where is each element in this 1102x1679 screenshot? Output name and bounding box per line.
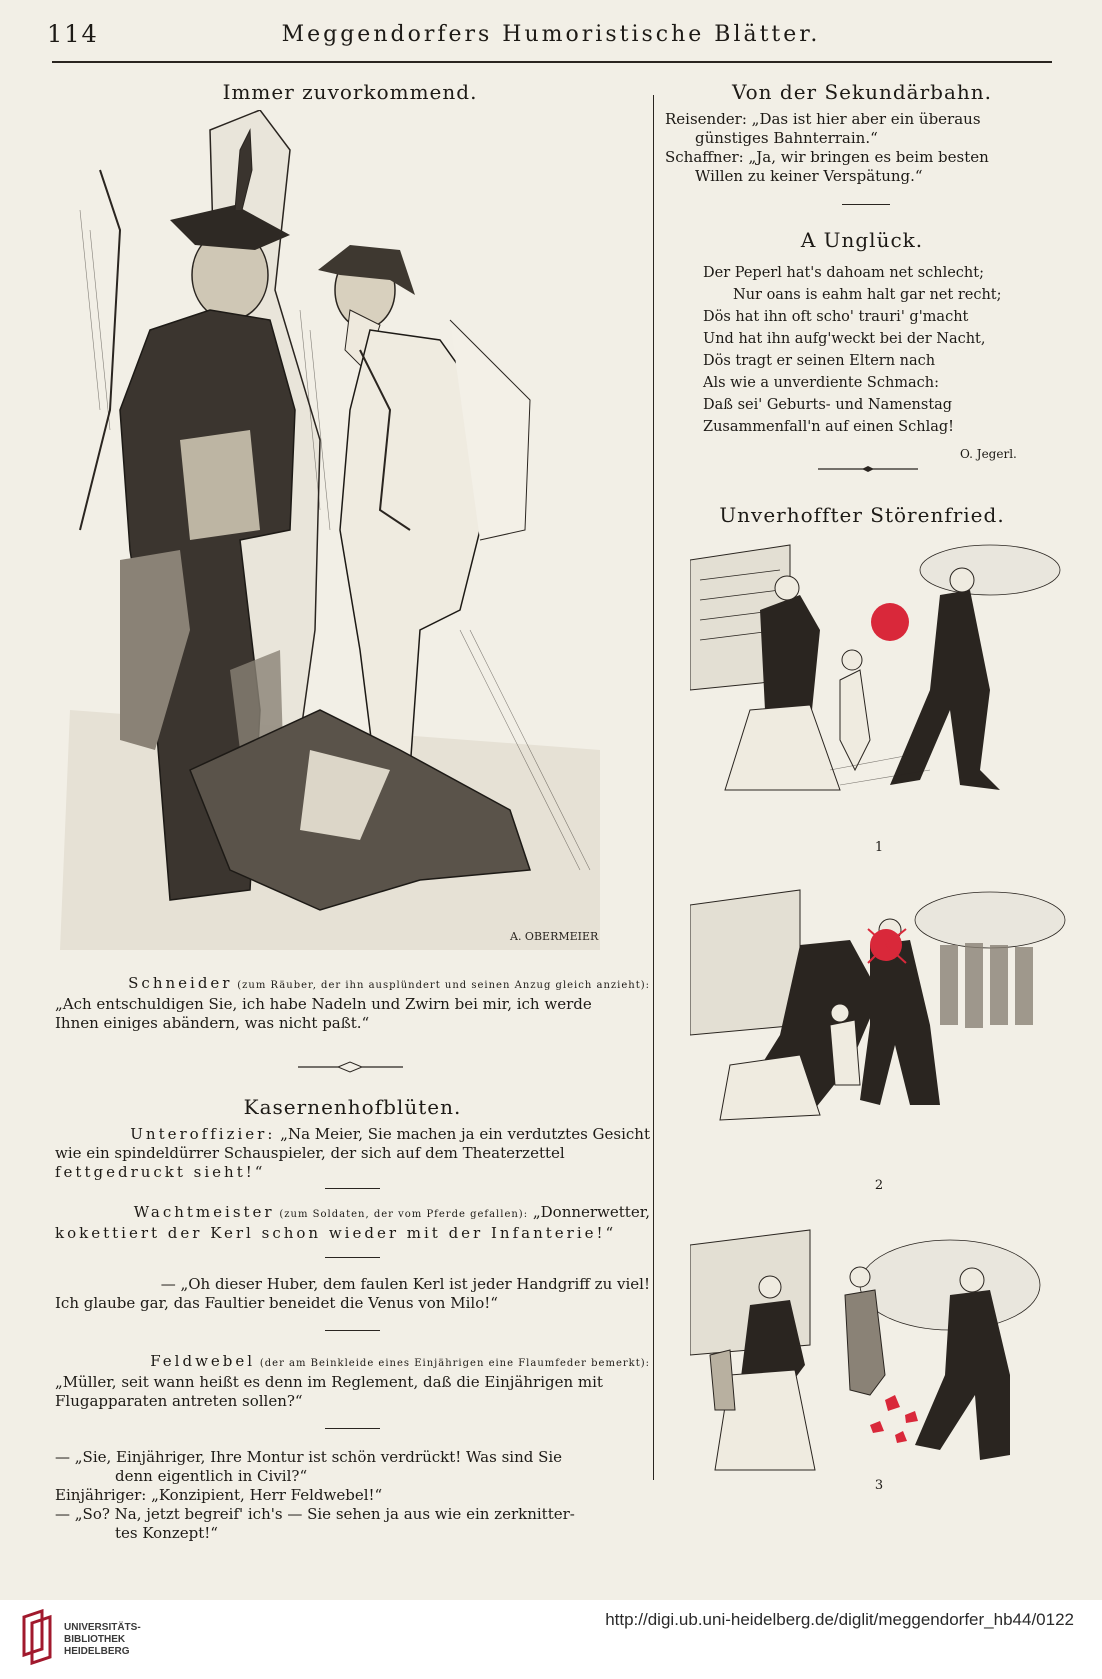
kasernen-title: Kasernenhofblüten.: [243, 1095, 462, 1119]
speaker-feldwebel: Feldwebel: [150, 1352, 256, 1370]
poem-line: Der Peperl hat's dahoam net schlecht;: [703, 265, 984, 281]
block-line: tes Konzept!“: [115, 1524, 218, 1542]
block-line: Ich glaube gar, das Faultier beneidet die Venus von Milo!“: [55, 1294, 498, 1312]
kasernen-block-1: [55, 1125, 650, 1182]
separator: [325, 1428, 380, 1429]
ornament-divider: [818, 465, 918, 473]
block-line: — „So? Na, jetzt begreif' ich's — Sie sehen ja aus wie ein zerknitter-: [55, 1505, 575, 1523]
sekundaer-dialog: [665, 110, 1065, 186]
caption-line: Ihnen einiges abändern, was nicht paßt.“: [55, 1014, 370, 1032]
dialog-line: günstiges Bahnterrain.“: [695, 129, 878, 147]
library-name: [64, 1622, 141, 1658]
separator: [325, 1257, 380, 1258]
block-line: wie ein spindeldürrer Schauspieler, der sich auf dem Theaterzettel: [55, 1144, 565, 1162]
panel-number: 2: [874, 1178, 884, 1193]
separator: [842, 204, 890, 205]
source-url-link[interactable]: http://digi.ub.uni-heidelberg.de/diglit/meggendorfer_hb44/0122: [605, 1610, 1074, 1629]
poem-line: Nur oans is eahm halt gar net recht;: [733, 287, 1002, 303]
stoerenfried-title: Unverhoffter Störenfried.: [719, 503, 1005, 527]
block-line: fettgedruckt sieht!“: [55, 1163, 266, 1181]
cartoon-title: Immer zuvorkommend.: [222, 80, 478, 104]
block-line: kokettiert der Kerl schon wieder mit der Infanterie!“: [55, 1224, 617, 1242]
block-line: „Donnerwetter,: [532, 1203, 650, 1221]
kasernen-block-4: [55, 1352, 650, 1411]
panel-number: 3: [874, 1478, 884, 1493]
artist-signature: A. OBERMEIER: [510, 930, 599, 943]
comic-panel-1: [690, 540, 1070, 800]
caption-speaker: Schneider: [128, 974, 233, 992]
dialog-line: Schaffner: „Ja, wir bringen es beim besten: [665, 148, 989, 166]
library-line: BIBLIOTHEK: [64, 1634, 126, 1645]
dialog-line: Reisender: „Das ist hier aber ein überaus: [665, 110, 981, 128]
column-divider: [653, 95, 654, 1480]
library-line: HEIDELBERG: [64, 1646, 130, 1657]
comic-panel-2: [690, 885, 1070, 1130]
kasernen-block-5: [55, 1448, 650, 1543]
ornament-divider: [298, 1061, 403, 1073]
page-number: 114: [47, 20, 99, 48]
caption-stage: (zum Räuber, der ihn ausplündert und seinen Anzug gleich anzieht):: [237, 980, 650, 991]
block-stage: (der am Beinkleide eines Einjährigen eine Flaumfeder bemerkt):: [259, 1358, 650, 1369]
magazine-title: Meggendorfers Humoristische Blätter.: [281, 22, 821, 47]
poem-line: Dös tragt er seinen Eltern nach: [703, 353, 936, 369]
caption-line: „Ach entschuldigen Sie, ich habe Nadeln und Zwirn bei mir, ich werde: [55, 995, 592, 1013]
dialog-line: Willen zu keiner Verspätung.“: [695, 167, 923, 185]
sekundaer-title: Von der Sekundärbahn.: [732, 80, 992, 104]
block-line: — „Oh dieser Huber, dem faulen Kerl ist jeder Handgriff zu viel!: [160, 1275, 650, 1293]
block-line: — „Sie, Einjähriger, Ihre Montur ist schön verdrückt! Was sind Sie: [55, 1448, 563, 1466]
speaker-unteroffizier: Unteroffizier:: [130, 1125, 276, 1143]
poem-line: Als wie a unverdiente Schmach:: [703, 375, 940, 391]
block-line: denn eigentlich in Civil?“: [115, 1467, 308, 1485]
poem-signature: O. Jegerl.: [960, 447, 1017, 461]
cartoon-illustration: [60, 110, 610, 950]
kasernen-block-2: [55, 1203, 650, 1243]
block-line: „Na Meier, Sie machen ja ein verdutztes Gesicht: [280, 1125, 650, 1143]
poem-line: Zusammenfall'n auf einen Schlag!: [703, 419, 954, 435]
separator: [325, 1330, 380, 1331]
separator: [325, 1188, 380, 1189]
block-line: „Müller, seit wann heißt es denn im Reglement, daß die Einjährigen mit: [55, 1373, 603, 1391]
poem-line: Und hat ihn aufg'weckt bei der Nacht,: [703, 331, 986, 347]
comic-panel-3: [690, 1225, 1070, 1480]
poem-line: Dös hat ihn oft scho' trauri' g'macht: [703, 309, 969, 325]
header-rule: [52, 61, 1052, 63]
block-stage: (zum Soldaten, der vom Pferde gefallen):: [279, 1209, 529, 1220]
poem-line: Daß sei' Geburts- und Namenstag: [703, 397, 953, 413]
panel-number: 1: [874, 840, 884, 855]
library-logo: [20, 1609, 56, 1667]
block-line: Einjähriger: „Konzipient, Herr Feldwebel!“: [55, 1486, 383, 1504]
red-balloon: [871, 603, 909, 641]
cartoon-caption: [55, 974, 650, 1033]
unglueck-title: A Unglück.: [800, 228, 924, 252]
block-line: Flugapparaten antreten sollen?“: [55, 1392, 303, 1410]
speaker-wachtmeister: Wachtmeister: [133, 1203, 275, 1221]
library-line: UNIVERSITÄTS-: [64, 1622, 141, 1633]
kasernen-block-3: [55, 1275, 650, 1313]
unglueck-poem: [703, 262, 1063, 438]
